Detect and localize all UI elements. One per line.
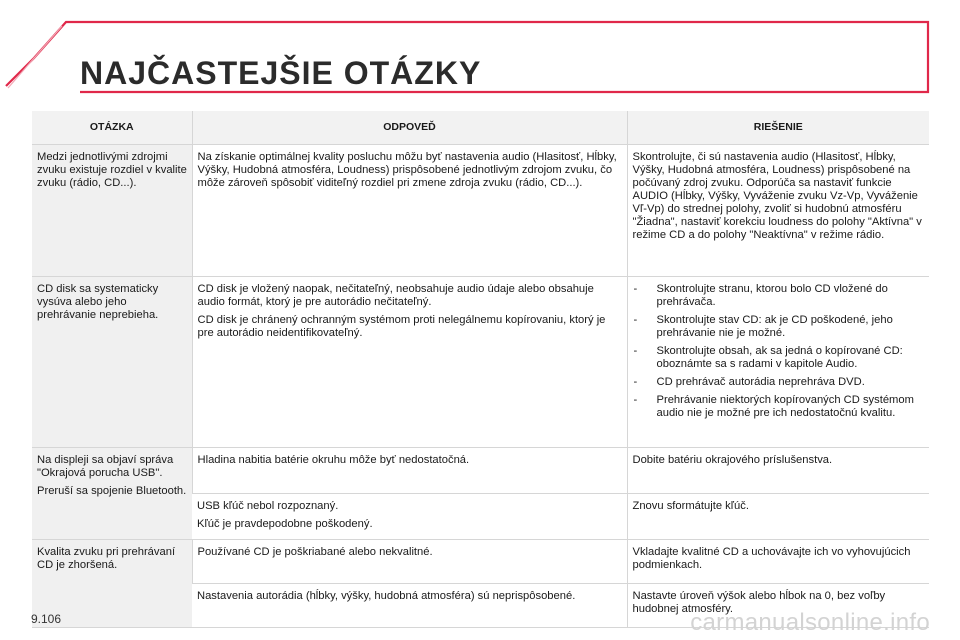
page-number: 9.106 [31, 612, 62, 626]
table-row [32, 277, 929, 448]
table-row [32, 448, 929, 494]
answer-cell [192, 540, 627, 584]
question-text: CD disk sa systematicky vysúva alebo jeho prehrávanie neprebieha. [37, 283, 159, 321]
answer-text: Nastavenia autorádia (hĺbky, výšky, hudobná atmosféra) sú neprispôsobené. [197, 590, 576, 602]
answer-text: Používané CD je poškriabané alebo nekvalitné. [197, 546, 433, 558]
answer-text: Na získanie optimálnej kvality posluchu môžu byť nastavenia audio (Hlasitosť, Hĺbky, Výšky, Hudobná atmosféra, Loudness) prispôsobené jednotlivým zdrojom zvuku, čo môže zároveň spôsobiť viditeľný rozdiel pri zmene zdroja zvuku (rádio, CD...). [197, 151, 617, 189]
table-row [32, 145, 929, 277]
question-text: Na displeji sa objaví správa "Okrajová porucha USB". [37, 454, 174, 479]
page-title: NAJČASTEJŠIE OTÁZKY [80, 55, 482, 91]
question-cell [32, 448, 192, 540]
solution-text: Vkladajte kvalitné CD a uchovávajte ich vo vyhovujúcich podmienkach. [632, 546, 911, 571]
solution-cell [627, 494, 929, 540]
solution-text: Znovu sformátujte kľúč. [632, 500, 749, 512]
solution-list [633, 283, 926, 420]
list-item: - Skontrolujte stav CD: ak je CD poškodené, jeho prehrávanie nie je možné. [633, 314, 926, 340]
list-item: - Skontrolujte stranu, ktorou bolo CD vložené do prehrávača. [633, 283, 926, 309]
solution-cell [627, 277, 929, 448]
answer-text: USB kľúč nebol rozpoznaný. [197, 500, 339, 512]
question-text: Preruší sa spojenie Bluetooth. [37, 485, 187, 497]
answer-text: Hladina nabitia batérie okruhu môže byť nedostatočná. [197, 454, 470, 466]
list-item: - CD prehrávač autorádia neprehráva DVD. [633, 376, 926, 389]
answer-cell [192, 145, 627, 277]
question-cell [32, 277, 192, 448]
list-item: - Skontrolujte obsah, ak sa jedná o kopírované CD: oboznámte sa s radami v kapitole Audio. [633, 345, 926, 371]
solution-cell [627, 145, 929, 277]
solution-cell [627, 540, 929, 584]
solution-text: Nastavte úroveň výšok alebo hĺbok na 0, bez voľby hudobnej atmosféry. [632, 590, 886, 615]
table-row [32, 540, 929, 584]
solution-text: Skontrolujte, či sú nastavenia audio (Hlasitosť, Hĺbky, Výšky, Hudobná atmosféra, Loudness) prispôsobené na počúvaný zdroj zvuku. Odporúča sa nastaviť funkcie AUDIO (Hĺbky, Výšky, Vyváženie zvuku Vz-Vp, Vyváženie Vľ-Vp) do strednej polohy, zvoliť si hudobnú atmosféru "Žiadna", nastaviť korekciu loudness do polohy "Aktívna" v režime CD a do polohy "Neaktívna" v režime rádio. [632, 151, 922, 241]
column-header-solution: RIEŠENIE [627, 111, 929, 145]
answer-cell [192, 584, 627, 628]
answer-text: Kľúč je pravdepodobne poškodený. [197, 518, 373, 530]
solution-cell [627, 448, 929, 494]
column-header-question: OTÁZKA [32, 111, 192, 145]
question-text: Kvalita zvuku pri prehrávaní CD je zhoršená. [37, 546, 176, 571]
question-text: Medzi jednotlivými zdrojmi zvuku existuje rozdiel v kvalite zvuku (rádio, CD...). [37, 151, 187, 189]
watermark: carmanualsonline.info [690, 609, 930, 636]
question-cell [32, 145, 192, 277]
solution-text: Dobite batériu okrajového príslušenstva. [632, 454, 833, 466]
list-item: - Prehrávanie niektorých kopírovaných CD systémom audio nie je možné pre ich nedostatočnú kvalitu. [633, 394, 926, 420]
answer-cell [192, 277, 627, 448]
answer-cell [192, 494, 627, 540]
answer-cell [192, 448, 627, 494]
faq-table [32, 111, 929, 628]
table-header-row [32, 111, 929, 145]
column-header-answer: ODPOVEĎ [192, 111, 627, 145]
answer-text: CD disk je vložený naopak, nečitateľný, neobsahuje audio údaje alebo obsahuje audio formát, ktorý je pre autorádio nečitateľný. [197, 283, 594, 308]
answer-text: CD disk je chránený ochranným systémom proti nelegálnemu kopírovaniu, ktorý je pre autorádio neidentifikovateľný. [197, 314, 606, 339]
